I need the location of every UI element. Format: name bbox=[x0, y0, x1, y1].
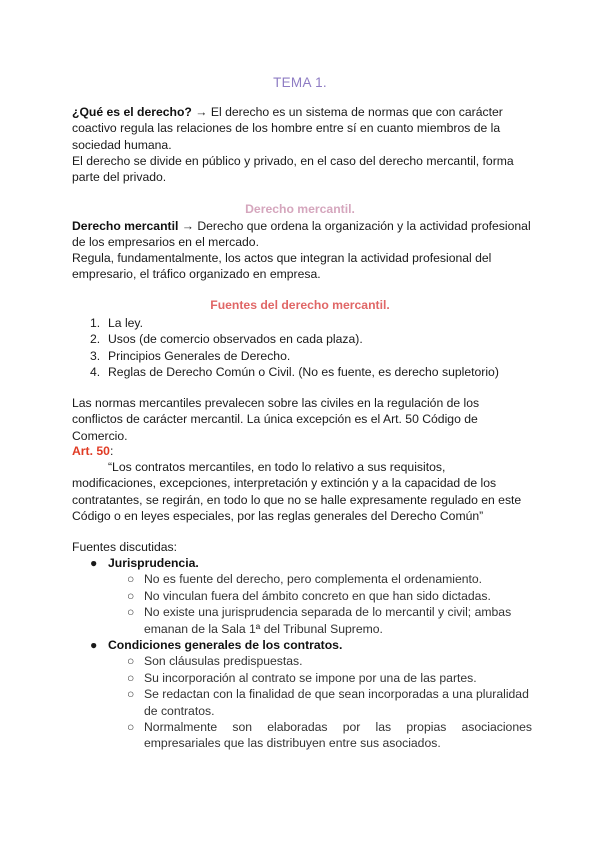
numbered-list bbox=[72, 315, 532, 381]
section-heading-fuentes: Fuentes del derecho mercantil. bbox=[210, 298, 390, 312]
intro-paragraph-2: El derecho se divide en público y privado, en el caso del derecho mercantil, forma parte del privado. bbox=[72, 154, 514, 185]
circle-bullet-icon: ○ bbox=[127, 720, 135, 735]
sub-item-text: Normalmente son elaboradas por las propias asociaciones empresariales que las distribuyen entre sus asociados. bbox=[144, 720, 532, 751]
list-item-text: Usos (de comercio observados en cada plaza). bbox=[108, 332, 363, 347]
fuentes-discutidas-intro: Fuentes discutidas: bbox=[72, 540, 178, 554]
list-item-text: La ley. bbox=[108, 316, 144, 330]
article-quote: “Los contratos mercantiles, en todo lo relativo a sus requisitos, modificaciones, excepciones, interpretación y extinción y a la capacidad de los contratantes, se regirán, en todo lo que no se halle expresamente regulado en este Código o en leyes especiales, por las reglas generales del Derecho Común” bbox=[72, 460, 522, 524]
circle-bullet-icon: ○ bbox=[127, 687, 135, 702]
list-item bbox=[72, 653, 532, 669]
section-heading-derecho-mercantil: Derecho mercantil. bbox=[245, 202, 355, 216]
sub-item-text: Su incorporación al contrato se impone por una de las partes. bbox=[144, 670, 477, 685]
article-number: Art. 50 bbox=[72, 444, 110, 458]
bullet-icon: ● bbox=[90, 638, 98, 653]
article-label bbox=[72, 443, 532, 459]
list-item bbox=[72, 670, 532, 686]
list-number: 1. bbox=[90, 316, 101, 330]
definition-text: El derecho es un sistema de normas que con carácter coactivo regula las relaciones de los hombre entre sí en cuanto miembros de la sociedad humana. bbox=[72, 105, 503, 152]
prevalence-paragraph: Las normas mercantiles prevalecen sobre las civiles en la regulación de los conflictos de carácter mercantil. La única excepción es el Art. 50 Código de Comercio. bbox=[72, 396, 480, 443]
article-colon: : bbox=[109, 444, 114, 458]
arrow: → bbox=[178, 219, 198, 233]
arrow: → bbox=[191, 105, 211, 119]
sub-item-text: Son cláusulas predispuestas. bbox=[144, 654, 303, 669]
list-item bbox=[72, 555, 532, 571]
page-title: TEMA 1. bbox=[273, 75, 327, 90]
bullet-title: Jurisprudencia. bbox=[108, 556, 199, 570]
list-item-text: Principios Generales de Derecho. bbox=[108, 348, 291, 363]
list-item bbox=[72, 604, 532, 637]
sub-item-text: No existe una jurisprudencia separada de lo mercantil y civil; ambas emanan de la Sala 1ª del Tribunal Supremo. bbox=[144, 605, 512, 636]
list-item-text: Reglas de Derecho Común o Civil. (No es fuente, es derecho supletorio) bbox=[108, 365, 499, 380]
definition-paragraph bbox=[72, 218, 532, 251]
regula-paragraph: Regula, fundamentalmente, los actos que integran la actividad profesional del empresario, el tráfico organizado en empresa. bbox=[72, 251, 492, 282]
list-item bbox=[72, 637, 532, 653]
sub-item-text: No vinculan fuera del ámbito concreto en que han sido dictadas. bbox=[144, 588, 491, 603]
bullet-icon: ● bbox=[90, 556, 98, 570]
bullet-list bbox=[72, 555, 532, 752]
circle-bullet-icon: ○ bbox=[127, 670, 135, 685]
question-term: ¿Qué es el derecho? bbox=[72, 105, 192, 119]
sub-item-text: No es fuente del derecho, pero complementa el ordenamiento. bbox=[144, 572, 483, 587]
list-number: 4. bbox=[90, 365, 101, 380]
list-number: 3. bbox=[90, 348, 101, 363]
list-item bbox=[72, 588, 532, 604]
circle-bullet-icon: ○ bbox=[127, 654, 135, 669]
definition-term: Derecho mercantil bbox=[72, 219, 179, 233]
list-number: 2. bbox=[90, 332, 101, 347]
circle-bullet-icon: ○ bbox=[127, 605, 135, 620]
bullet-title: Condiciones generales de los contratos. bbox=[108, 638, 343, 653]
list-item bbox=[72, 571, 532, 587]
list-item bbox=[72, 364, 532, 380]
list-item bbox=[72, 686, 532, 719]
list-item bbox=[72, 348, 532, 364]
sub-item-text: Se redactan con la finalidad de que sean incorporadas a una pluralidad de contratos. bbox=[144, 687, 529, 718]
circle-bullet-icon: ○ bbox=[127, 572, 135, 587]
intro-paragraph bbox=[72, 104, 532, 153]
circle-bullet-icon: ○ bbox=[127, 588, 135, 603]
list-item bbox=[72, 315, 532, 331]
definition-text: Derecho que ordena la organización y la actividad profesional de los empresarios en el mercado. bbox=[72, 219, 531, 250]
list-item bbox=[72, 719, 532, 752]
list-item bbox=[72, 331, 532, 347]
